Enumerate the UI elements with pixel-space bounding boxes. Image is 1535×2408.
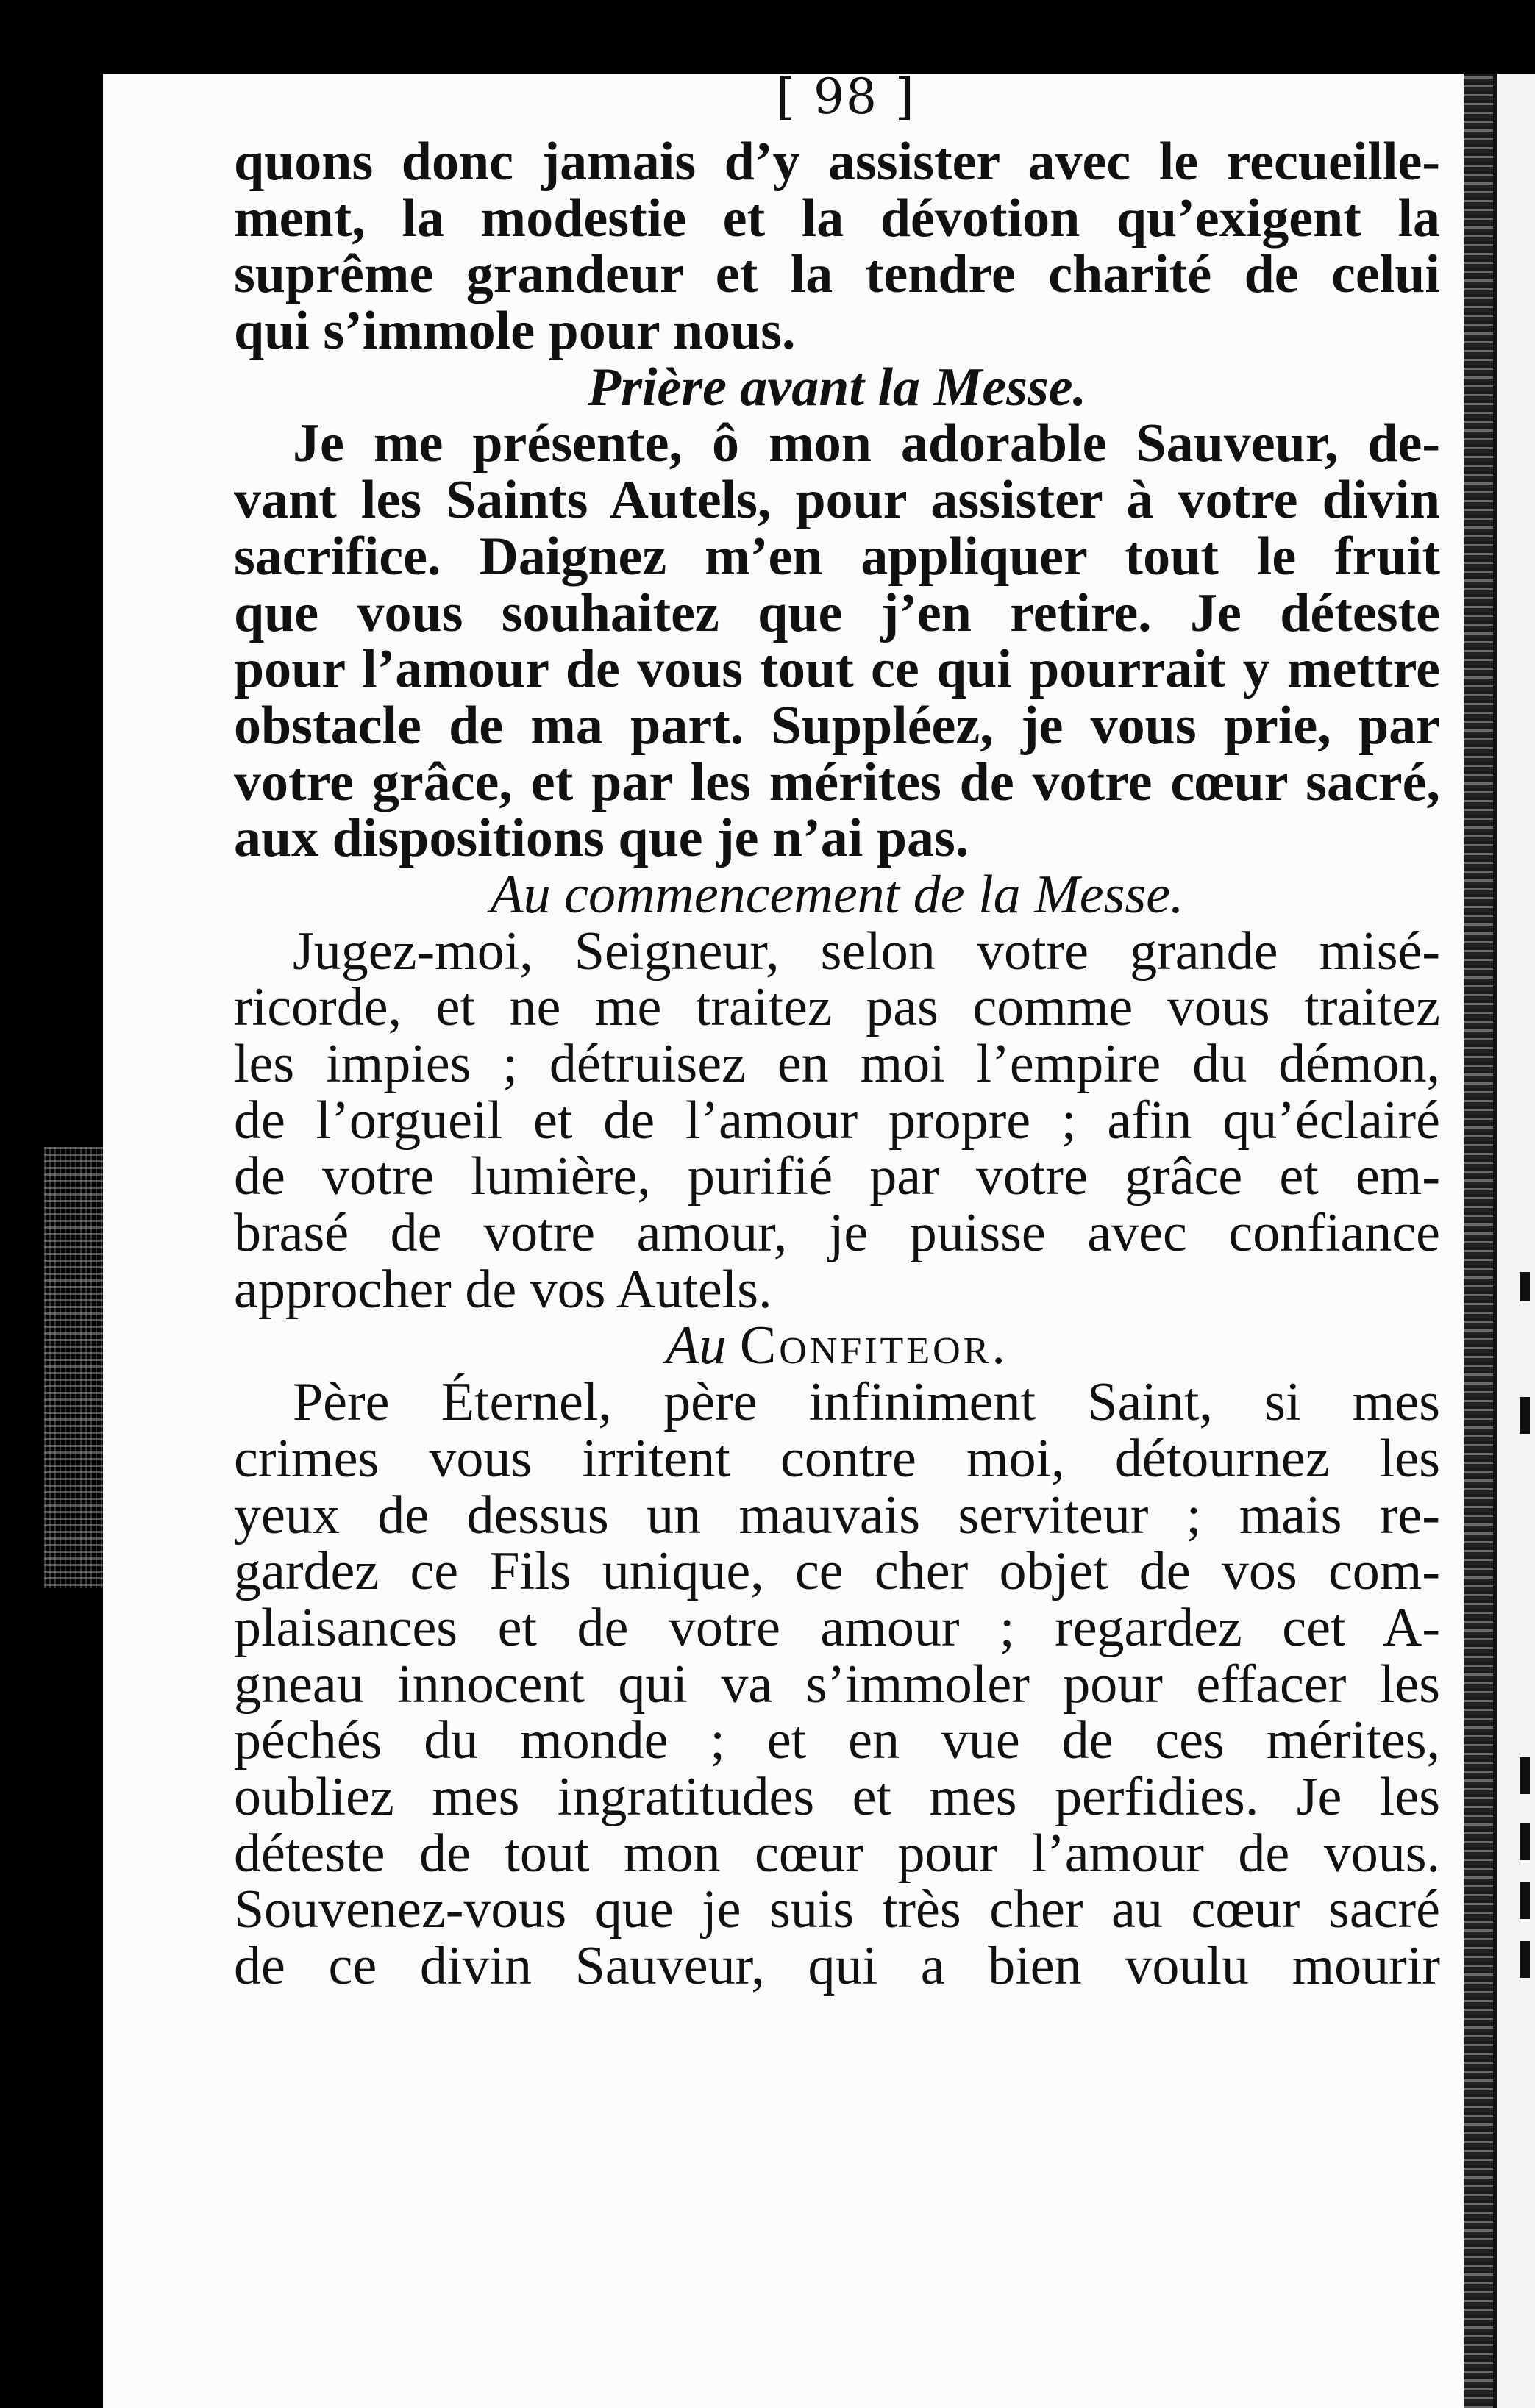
adjacent-page-glyph: [1520, 1941, 1530, 1978]
text-line: ricorde, et ne me traitez pas comme vous traitez: [234, 977, 1440, 1038]
opening-paragraph: [234, 134, 1440, 360]
text-line: quons donc jamais d’y assister avec le recueille-: [234, 132, 1440, 192]
text-line: Père Éternel, père infiniment Saint, si mes: [293, 1372, 1440, 1433]
text-line: que vous souhaitez que j’en retire. Je déteste: [234, 582, 1440, 643]
heading-prefix: Au: [666, 1315, 727, 1376]
left-scan-margin: [0, 0, 103, 2408]
text-line: oubliez mes ingratitudes et mes perfidies. Je les: [234, 1766, 1440, 1827]
text-line: Je me présente, ô mon adorable Sauveur, de-: [293, 413, 1440, 474]
text-line: plaisances et de votre amour ; regardez cet A-: [234, 1597, 1440, 1658]
confiteor-paragraph: [234, 1374, 1440, 1995]
text-line: sacrifice. Daignez m’en appliquer tout le fruit: [234, 526, 1440, 587]
text-line: yeux de dessus un mauvais serviteur ; mais re-: [234, 1485, 1440, 1546]
text-line: de votre lumière, purifié par votre grâce et em-: [234, 1146, 1440, 1207]
text-line: Souvenez-vous que je suis très cher au cœur sacré: [234, 1879, 1440, 1940]
binding-gutter: [1464, 74, 1493, 2408]
text-line: suprême grandeur et la tendre charité de celui: [234, 244, 1440, 305]
text-line: de l’orgueil et de l’amour propre ; afin qu’éclairé: [234, 1090, 1440, 1151]
adjacent-page-glyph: [1520, 1397, 1530, 1434]
text-line: déteste de tout mon cœur pour l’amour de vous.: [234, 1823, 1440, 1884]
text-line: aux dispositions que je n’ai pas.: [234, 808, 969, 869]
prayer-before-mass-paragraph: [234, 415, 1440, 867]
adjacent-page-glyph: [1520, 1272, 1530, 1301]
text-line: gardez ce Fils unique, ce cher objet de vos com-: [234, 1541, 1440, 1602]
body-text: [234, 134, 1440, 1995]
adjacent-page-edge: [1493, 74, 1535, 2408]
text-line: de ce divin Sauveur, qui a bien voulu mourir: [234, 1936, 1440, 1996]
page-number: [ 98 ]: [776, 68, 916, 125]
text-line: vant les Saints Autels, pour assister à votre divin: [234, 470, 1440, 531]
text-line: crimes vous irritent contre moi, détournez les: [234, 1428, 1440, 1489]
section-heading-commencement: Au commencement de la Messe.: [490, 864, 1184, 925]
text-line: qui s’immole pour nous.: [234, 301, 796, 362]
section-heading-confiteor: [234, 1315, 1440, 1376]
section-heading-prayer: Prière avant la Messe.: [587, 357, 1087, 418]
text-line: ment, la modestie et la dévotion qu’exigent la: [234, 187, 1440, 249]
text-line: gneau innocent qui va s’immoler pour effacer les: [234, 1654, 1440, 1715]
adjacent-page-glyph: [1520, 1882, 1530, 1919]
heading-confiteor-word: Confiteor.: [739, 1315, 1008, 1376]
text-line: obstacle de ma part. Suppléez, je vous prie, par: [234, 695, 1440, 756]
adjacent-page-glyph: [1520, 1823, 1530, 1860]
text-line: approcher de vos Autels.: [234, 1259, 772, 1320]
text-line: brasé de votre amour, je puisse avec confiance: [234, 1203, 1440, 1264]
text-line: pour l’amour de vous tout ce qui pourrait y mettre: [234, 639, 1440, 700]
text-line: les impies ; détruisez en moi l’empire du démon,: [234, 1034, 1440, 1094]
adjacent-page-glyph: [1520, 1757, 1530, 1794]
text-line: Jugez-moi, Seigneur, selon votre grande misé-: [293, 921, 1440, 982]
text-line: votre grâce, et par les mérites de votre cœur sacré,: [234, 751, 1440, 812]
margin-speckle: [44, 1147, 110, 1588]
text-line: péchés du monde ; et en vue de ces mérites,: [234, 1710, 1440, 1771]
beginning-of-mass-paragraph: [234, 923, 1440, 1318]
